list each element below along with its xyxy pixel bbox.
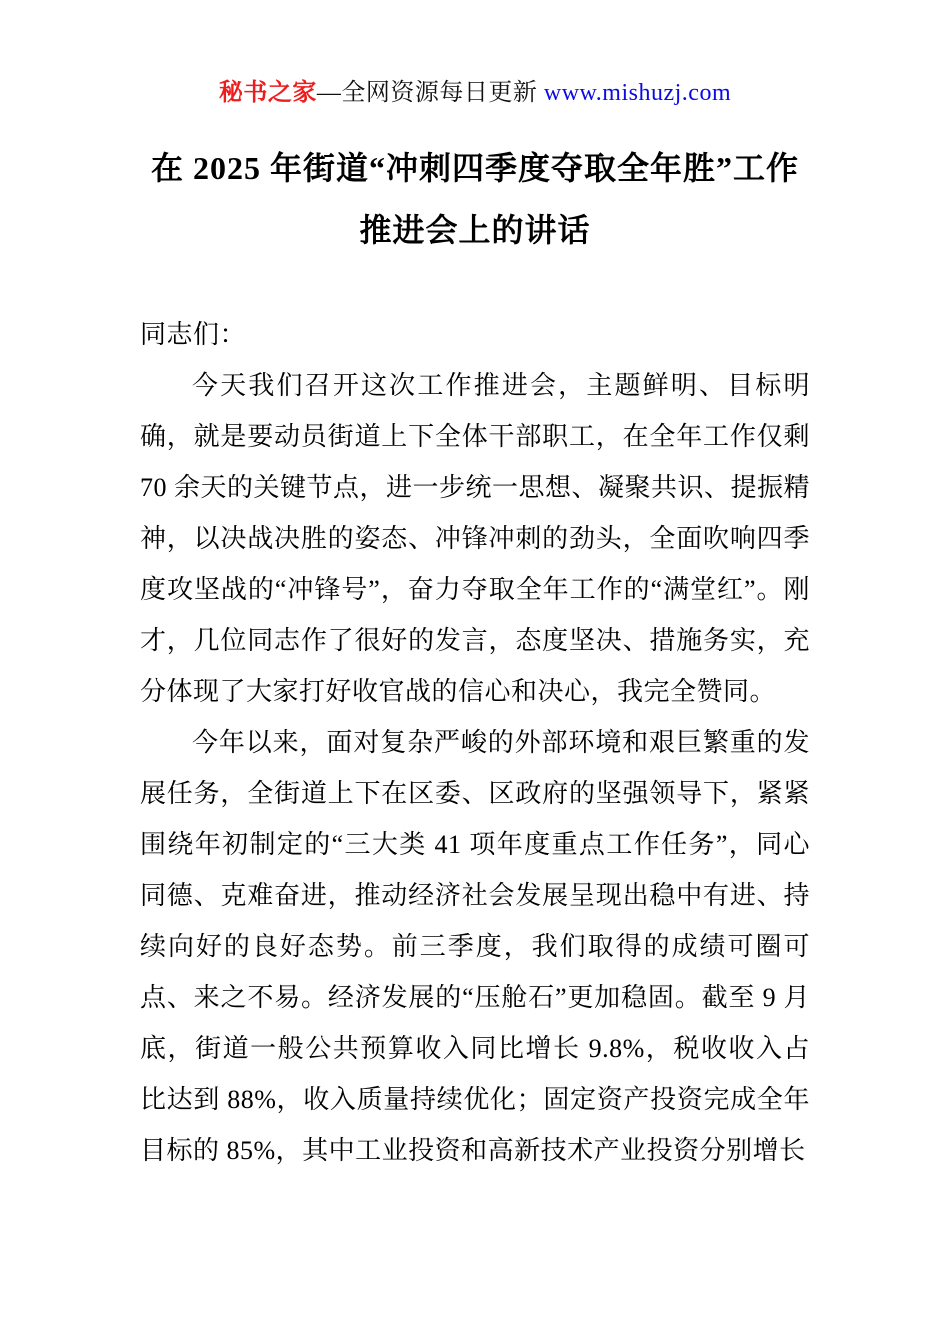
site-url-link[interactable]: www.mishuzj.com	[543, 80, 732, 106]
site-tagline: —全网资源每日更新	[316, 80, 544, 106]
body-paragraph: 今年以来，面对复杂严峻的外部环境和艰巨繁重的发展任务，全街道上下在区委、区政府的坚强领导下，紧紧围绕年初制定的“三大类 41 项年度重点工作任务”，同心同德、克难奋进，推动经济社会发展呈现出稳中有进、持续向好的良好态势。前三季度，我们取得的成绩可圈可点、来之不易。经济发展的“压舱石”更加稳固。截至 9 月底，街道一般公共预算收入同比增长 9.8%，税收收入占比达到 88%，收入质量持续优化；固定资产投资完成全年目标的 85%，其中工业投资和高新技术产业投资分别增长	[140, 728, 810, 1165]
site-name: 秘书之家	[218, 80, 317, 106]
body-paragraph: 今天我们召开这次工作推进会，主题鲜明、目标明确，就是要动员街道上下全体干部职工，在全年工作仅剩 70 余天的关键节点，进一步统一思想、凝聚共识、提振精神，以决战决胜的姿态、冲锋冲刺的劲头，全面吹响四季度攻坚战的“冲锋号”，奋力夺取全年工作的“满堂红”。刚才，几位同志作了很好的发言，态度坚决、措施务实，充分体现了大家打好收官战的信心和决心，我完全赞同。	[140, 371, 811, 706]
salutation: 同志们：	[140, 320, 247, 349]
document-title: 在 2025 年街道“冲刺四季度夺取全年胜”工作推进会上的讲话	[150, 150, 799, 248]
site-header-banner	[140, 72, 810, 107]
